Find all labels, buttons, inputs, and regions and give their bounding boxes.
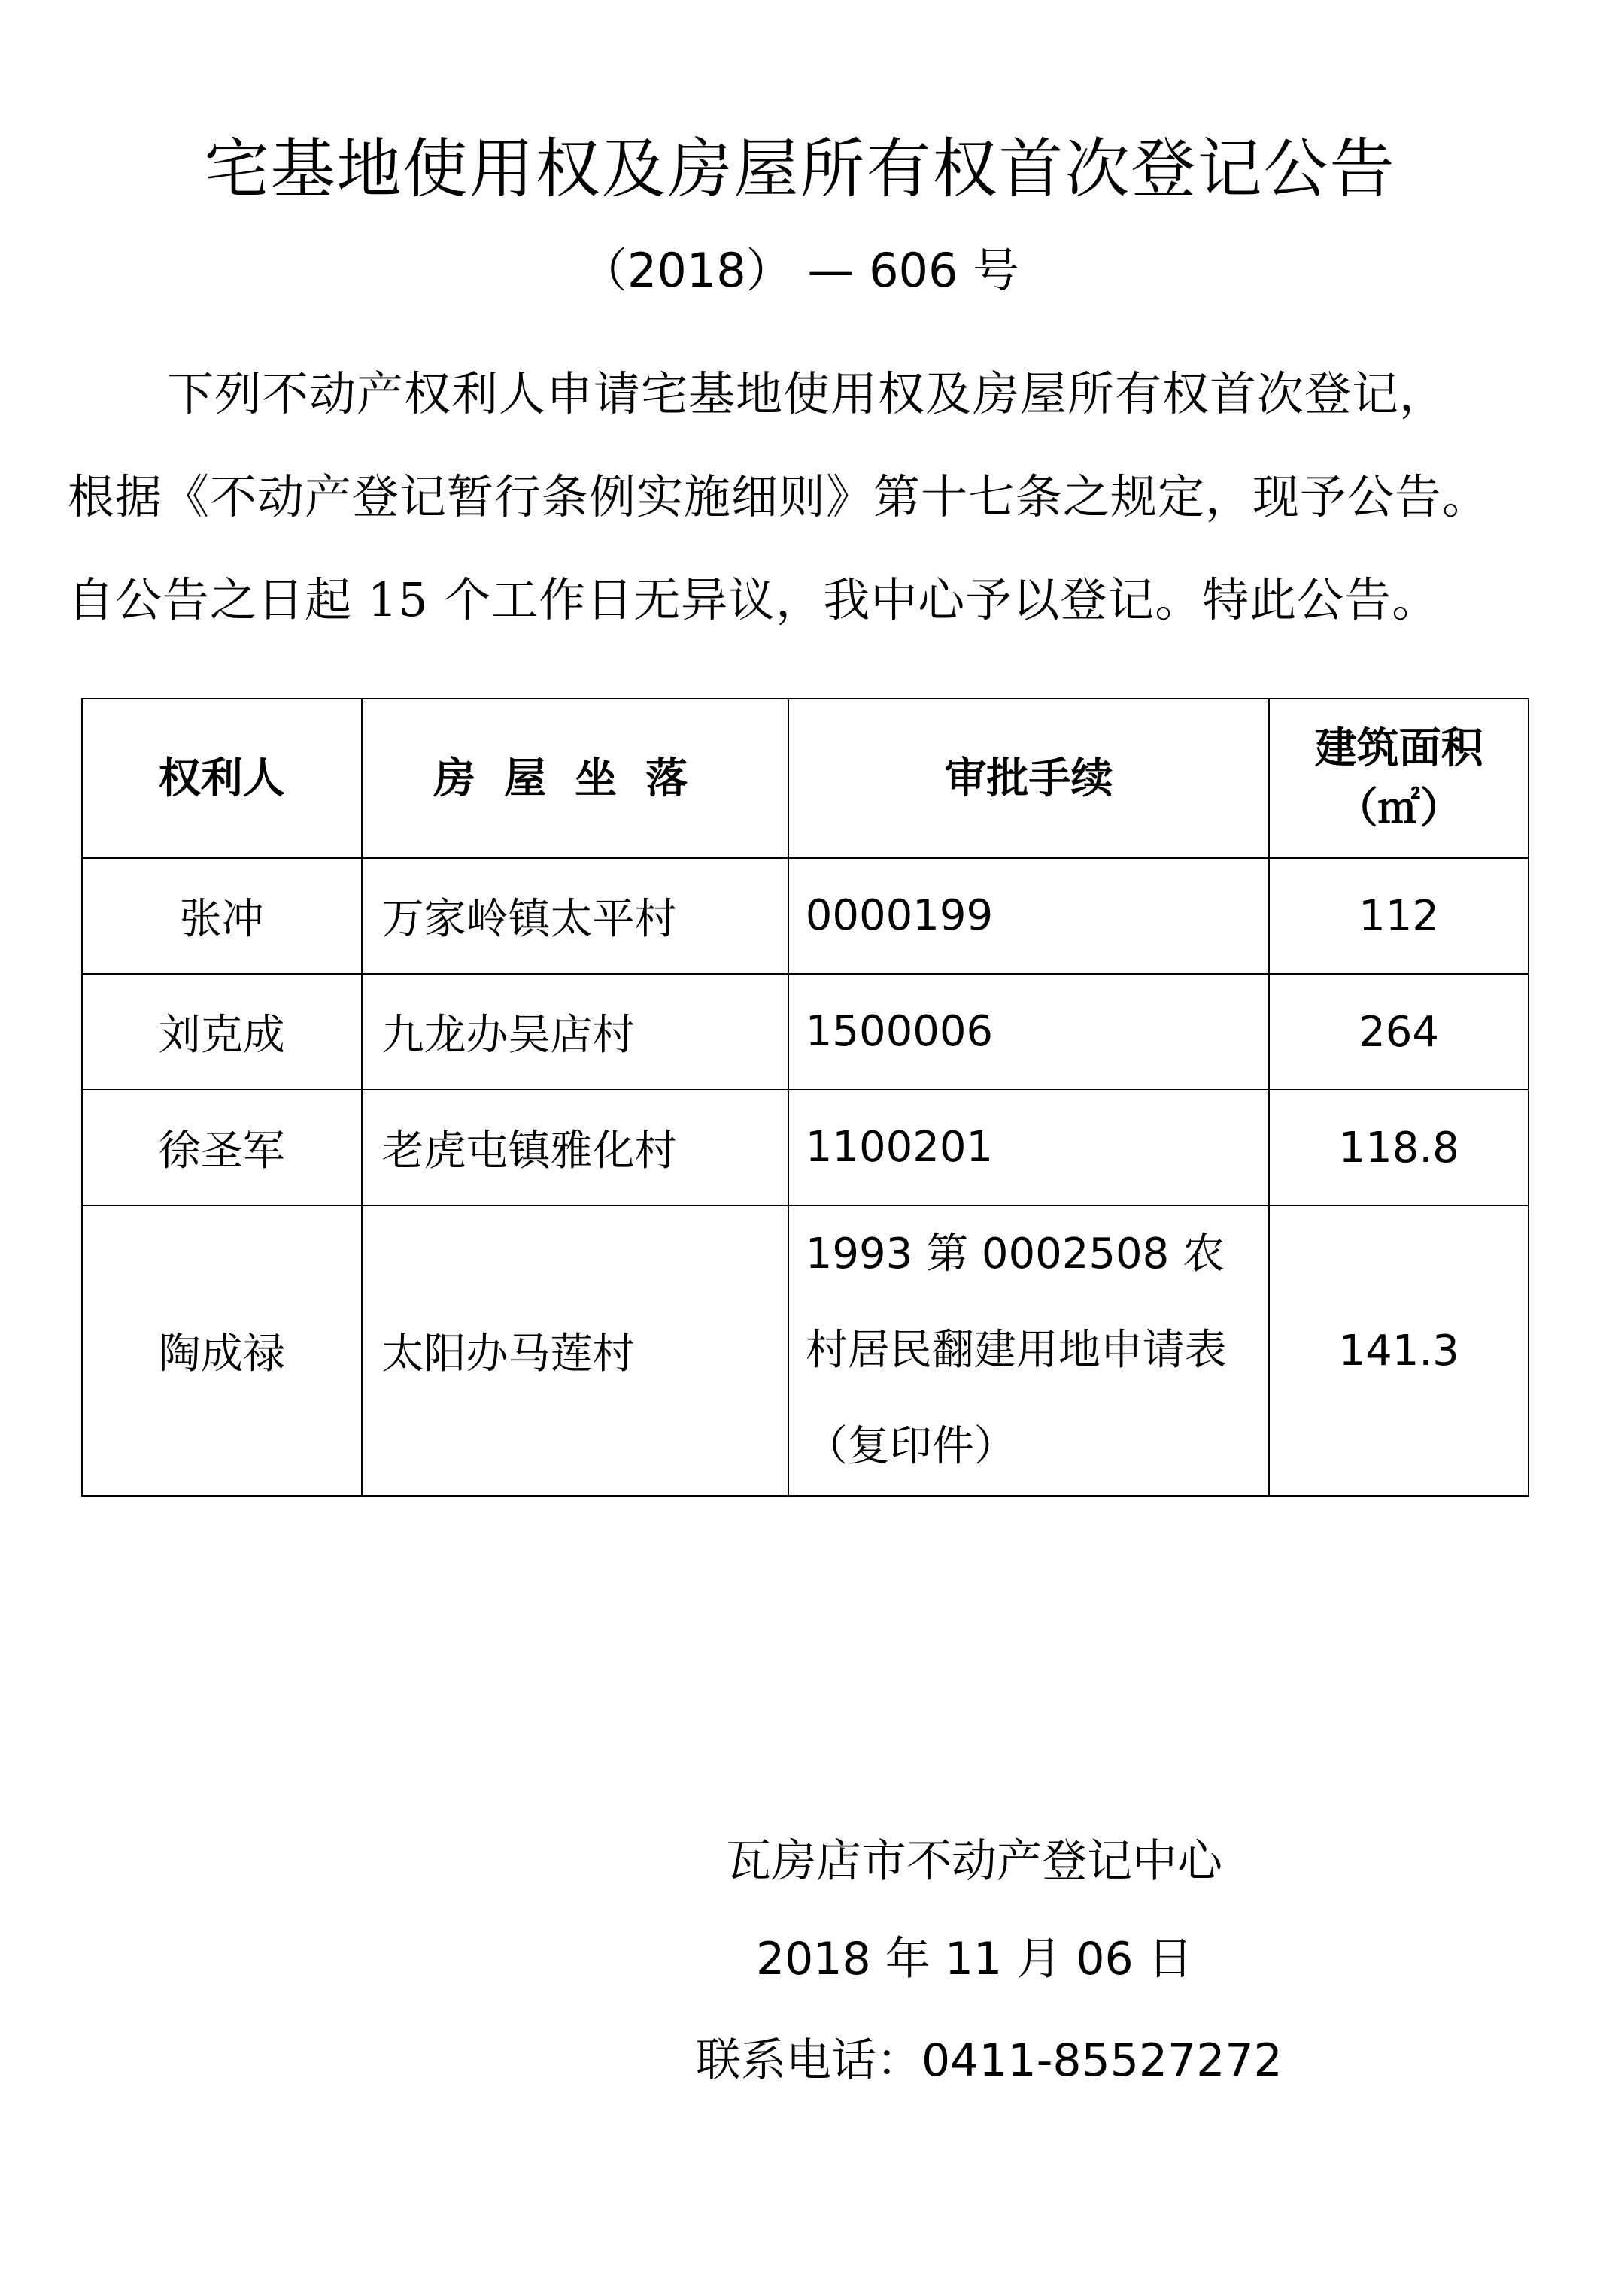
document-number: （2018） — 606 号 [580,243,1020,298]
paragraph-line-1: 下列不动产权利人申请宅基地使用权及房屋所有权首次登记， [167,366,1447,421]
cell-area: 264 [1269,974,1529,1090]
cell-owner: 徐圣军 [82,1090,362,1206]
cell-area: 112 [1269,858,1529,974]
header-area-unit: （㎡） [1335,784,1462,833]
table-row [82,1206,1529,1496]
paragraph-line-3: 自公告之日起 15 个工作日无异议，我中心予以登记。特此公告。 [68,572,1440,627]
header-area [1269,699,1529,858]
header-owner: 权利人 [82,699,362,858]
cell-location: 老虎屯镇雅化村 [362,1090,788,1206]
header-location [362,699,788,858]
contact-phone: 联系电话：0411-85527272 [696,2034,1283,2087]
cell-owner: 张冲 [82,858,362,974]
cell-approval: 0000199 [788,858,1269,974]
cell-approval: 1100201 [788,1090,1269,1206]
table-header-row [82,699,1529,858]
table-row [82,858,1529,974]
cell-area: 141.3 [1269,1206,1529,1496]
cell-approval: 1993 第 0002508 农村居民翻建用地申请表（复印件） [788,1206,1269,1496]
registration-table [81,698,1529,1497]
table-row [82,1090,1529,1206]
cell-location: 太阳办马莲村 [362,1206,788,1496]
cell-location: 万家岭镇太平村 [362,858,788,974]
notice-paragraph [68,342,1542,651]
paragraph-line-2: 根据《不动产登记暂行条例实施细则》第十七条之规定，现予公告。 [68,469,1490,524]
header-approval: 审批手续 [788,699,1269,858]
cell-owner: 陶成禄 [82,1206,362,1496]
header-area-label: 建筑面积 [1314,723,1483,773]
notice-title: 宅基地使用权及房屋所有权首次登记公告 [204,132,1396,207]
cell-location: 九龙办吴店村 [362,974,788,1090]
table-row [82,974,1529,1090]
cell-approval: 1500006 [788,974,1269,1090]
cell-owner: 刘克成 [82,974,362,1090]
cell-area: 118.8 [1269,1090,1529,1206]
signature-date: 2018 年 11 月 06 日 [756,1933,1193,1985]
signature-organization: 瓦房店市不动产登记中心 [726,1835,1222,1888]
header-location-label: 房屋坐落 [433,754,717,803]
